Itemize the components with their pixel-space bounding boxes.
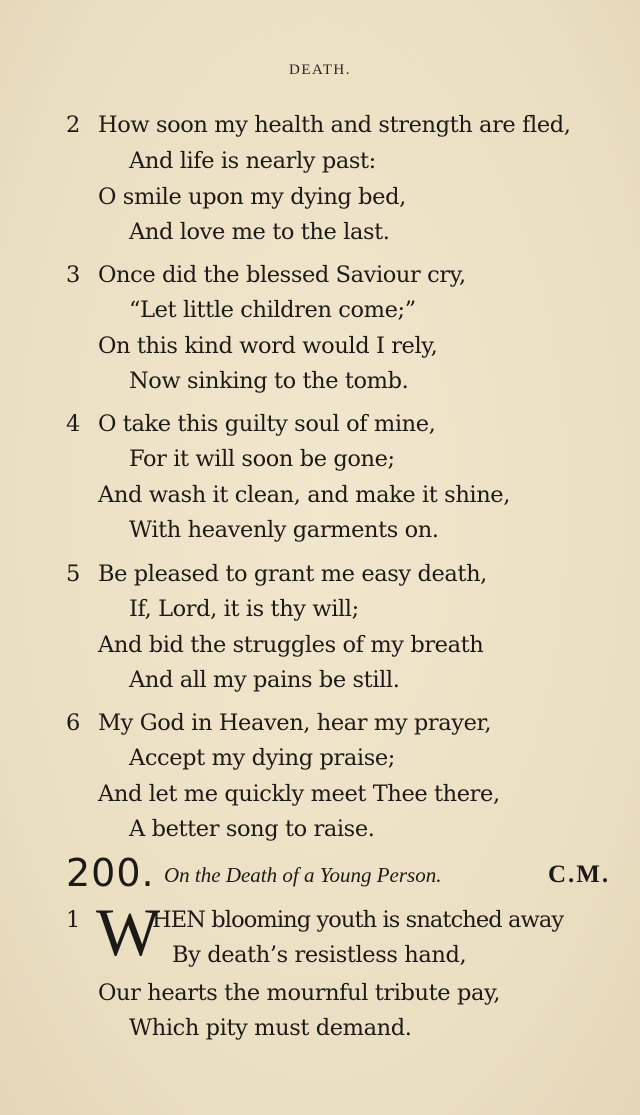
- verse-line: And wash it clean, and make it shine,: [98, 482, 510, 508]
- stanza-number: 3: [66, 262, 81, 288]
- stanza-number: 1: [66, 907, 81, 933]
- stanza-number: 2: [66, 112, 81, 138]
- verse-line: Be pleased to grant me easy death,: [98, 561, 487, 587]
- verse-line: Which pity must demand.: [129, 1015, 412, 1041]
- verse-line: And life is nearly past:: [129, 148, 376, 174]
- stanza-number: 4: [66, 411, 81, 437]
- verse-line: O smile upon my dying bed,: [98, 184, 406, 210]
- stanza-number: 5: [66, 561, 81, 587]
- verse-line: Now sinking to the tomb.: [129, 368, 409, 394]
- verse-line: For it will soon be gone;: [129, 446, 395, 472]
- verse-line: “Let little children come;”: [129, 297, 416, 323]
- hymn-meter: C.M.: [548, 861, 611, 888]
- verse-line: My God in Heaven, hear my prayer,: [98, 710, 492, 736]
- hymn-title: On the Death of a Young Person.: [164, 863, 442, 887]
- verse-line: HEN blooming youth is snatched away: [152, 907, 564, 933]
- verse-line: On this kind word would I rely,: [98, 333, 438, 359]
- verse-line: A better song to raise.: [129, 816, 375, 842]
- verse-line: O take this guilty soul of mine,: [98, 411, 436, 437]
- hymn-heading: [0, 851, 640, 898]
- stanza-number: 6: [66, 710, 81, 736]
- verse-line: Once did the blessed Saviour cry,: [98, 262, 466, 288]
- verse-line: And all my pains be still.: [129, 667, 400, 693]
- verse-line: Our hearts the mournful tribute pay,: [98, 980, 501, 1006]
- verse-line: And love me to the last.: [129, 219, 390, 245]
- verse-line: And let me quickly meet Thee there,: [98, 781, 500, 807]
- verse-line: Accept my dying praise;: [129, 745, 395, 771]
- hymn-number: 200.: [66, 851, 155, 895]
- verse-line: If, Lord, it is thy will;: [129, 596, 359, 622]
- drop-cap: W: [96, 894, 161, 970]
- verse-line: And bid the struggles of my breath: [98, 632, 484, 658]
- verse-line: By death’s resistless hand,: [172, 942, 467, 968]
- verse-line: How soon my health and strength are fled,: [98, 112, 571, 138]
- running-head: DEATH.: [289, 62, 351, 78]
- verse-line: With heavenly garments on.: [129, 517, 439, 543]
